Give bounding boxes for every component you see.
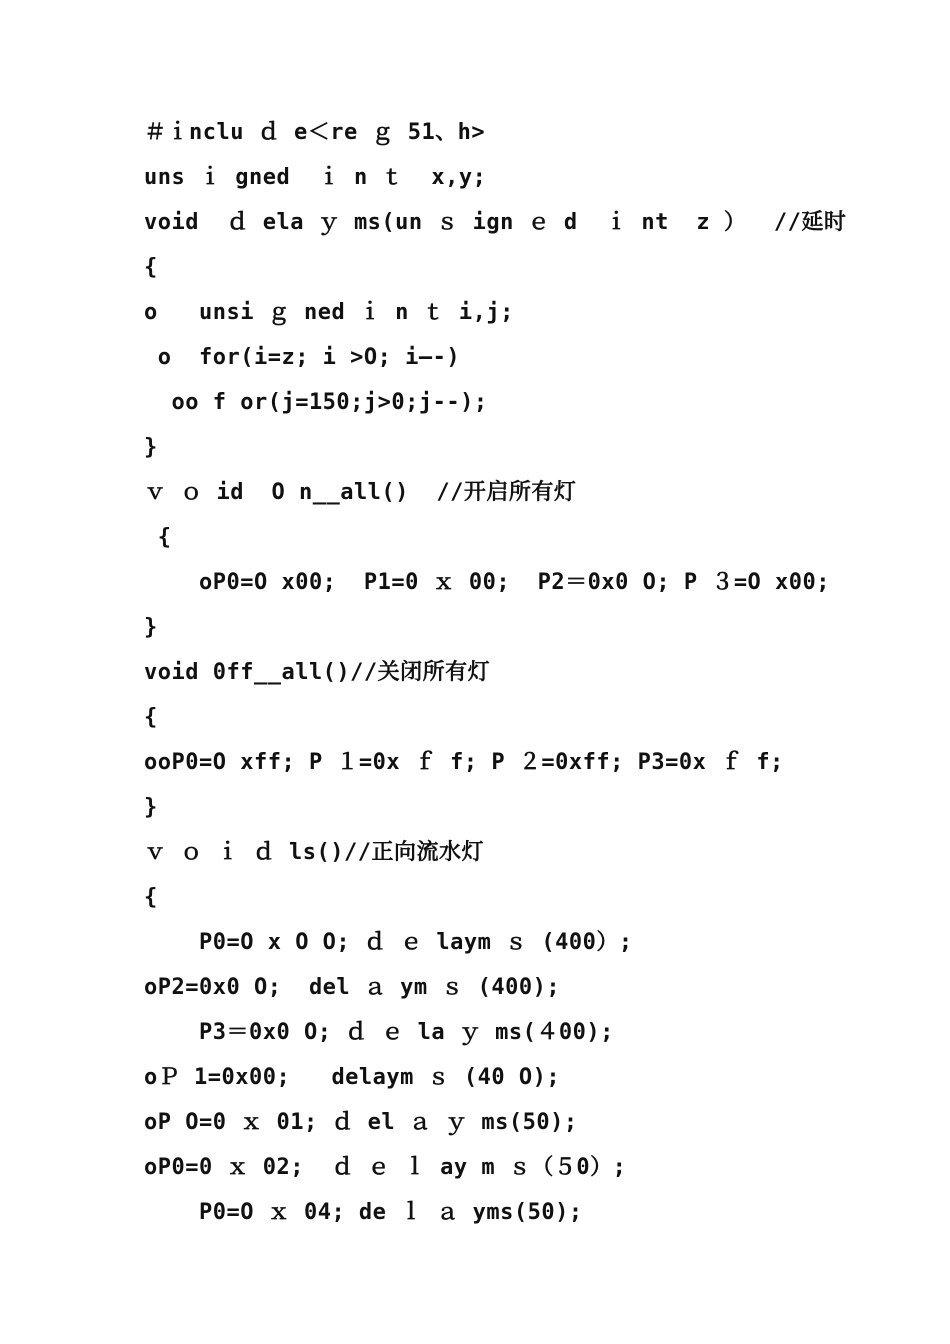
code-line-13: void 0ff__all()//关闭所有灯 — [144, 660, 491, 685]
code-line-2: uns ｉ gned ｉ n ｔ x,y; — [144, 165, 487, 190]
code-line-1: ＃ｉnclu ｄ e＜re ｇ 51、h> — [144, 120, 486, 145]
code-listing — [144, 114, 924, 1239]
code-line-8: } — [144, 435, 158, 460]
code-line-3: void ｄ ela ｙ ms(un ｓ ign ｅ d ｉ nt z ） //延时 — [144, 210, 847, 235]
code-line-5: o unsi ｇ ned ｉ n ｔ i,j; — [144, 300, 514, 325]
code-line-19: P0=O x O O; ｄ ｅ laym ｓ (400）; — [144, 930, 633, 955]
code-line-14: { — [144, 705, 158, 730]
code-line-6: o for(i=z; i >O; i—-) — [144, 345, 461, 370]
code-line-24: oP0=0 ｘ 02; ｄ ｅ ｌ ay m ｓ（５0）; — [144, 1155, 627, 1180]
code-line-12: } — [144, 615, 158, 640]
code-line-10: { — [144, 525, 172, 550]
code-line-23: oP O=0 ｘ 01; ｄ el ａ ｙ ms(50); — [144, 1110, 578, 1135]
code-line-16: } — [144, 795, 158, 820]
code-line-25: P0=O ｘ 04; de ｌ ａ yms(50); — [144, 1200, 583, 1225]
code-line-21: P3＝0x0 O; ｄ ｅ la ｙ ms(４00); — [144, 1020, 614, 1045]
code-line-18: { — [144, 885, 158, 910]
code-line-15: ooP0=O xff; P １=0x ｆ f; P ２=0xff; P3=0x ｆ f; — [144, 750, 784, 775]
code-line-4: { — [144, 255, 158, 280]
code-line-22: oＰ 1=0x00; delaym ｓ (40 O); — [144, 1065, 561, 1090]
code-line-11: oP0=O x00; P1=0 ｘ 00; P2＝0x0 O; P ３=O x00; — [144, 570, 831, 595]
code-line-9: ｖ ｏ id O n__all() //开启所有灯 — [144, 480, 577, 505]
code-line-17: ｖ ｏ ｉ ｄ ls()//正向流水灯 — [144, 840, 484, 865]
code-line-20: oP2=0x0 O; del ａ ym ｓ (400); — [144, 975, 561, 1000]
code-line-7: oo f or(j=150;j>0;j--); — [144, 390, 488, 415]
